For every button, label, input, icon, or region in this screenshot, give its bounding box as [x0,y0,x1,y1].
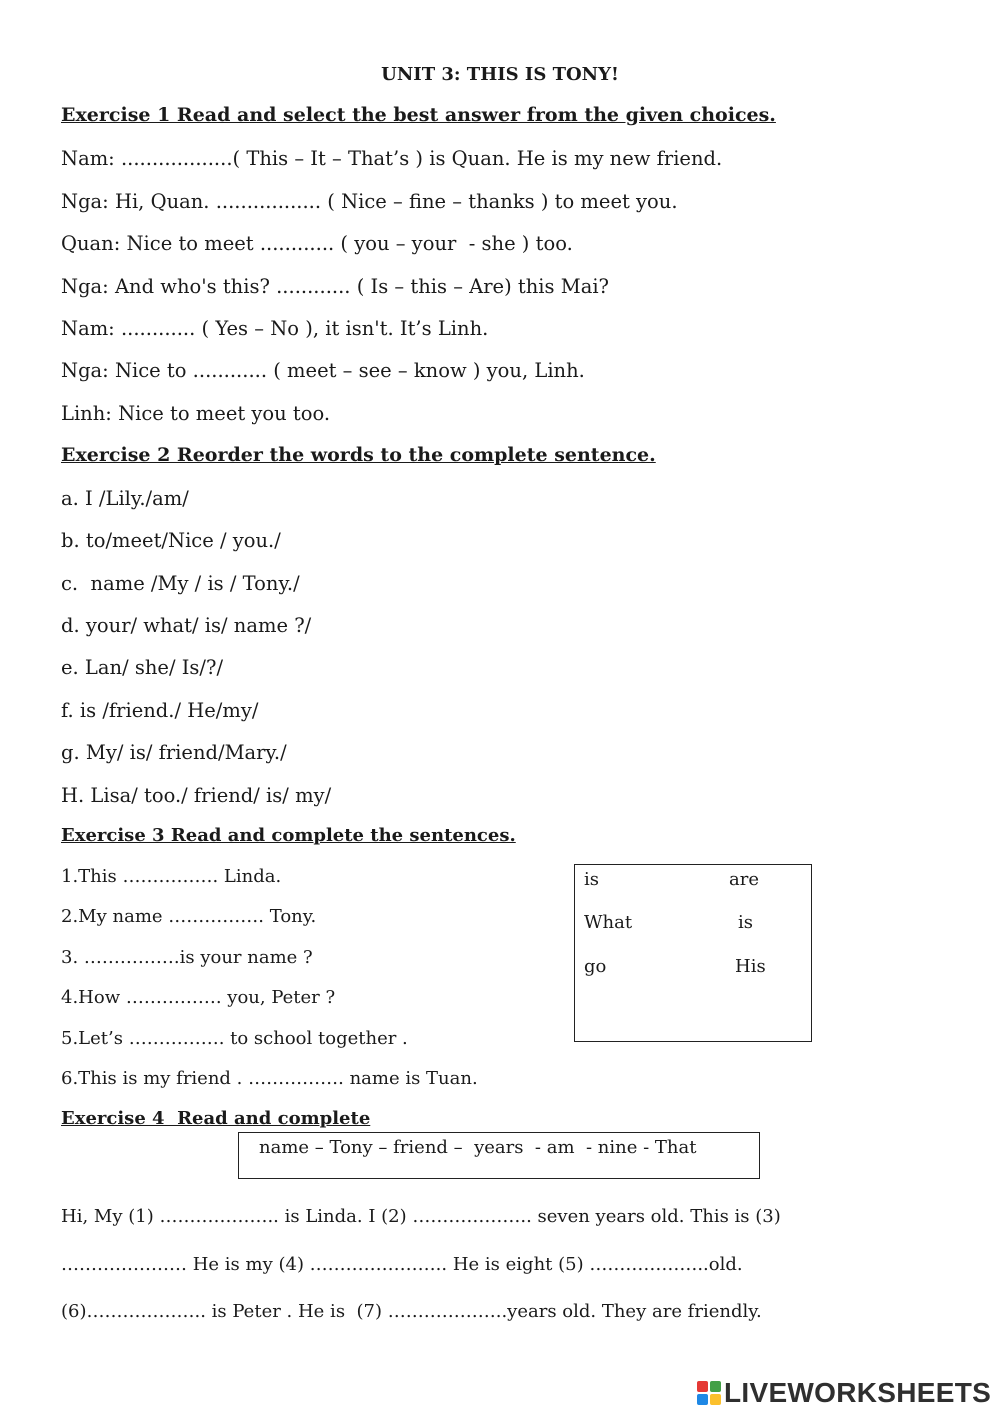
exercise-2-item: g. My/ is/ friend/Mary./ [61,741,287,764]
exercise-4-heading: Exercise 4 Read and complete [61,1108,371,1129]
exercise-4-line: Hi, My (1) ……………….. is Linda. I (2) ……………….. seven years old. This is (3) [61,1206,781,1227]
word-box-word: are [729,869,759,890]
exercise-4-line: ………………… He is my (4) ………………….. He is eight (5) ………………..old. [61,1254,743,1275]
exercise-2-item: c. name /My / is / Tony./ [61,572,300,595]
word-box [574,864,812,1042]
options-box [238,1132,760,1179]
exercise-2-item: H. Lisa/ too./ friend/ is/ my/ [61,784,332,807]
liveworksheets-logo [697,1378,991,1408]
exercise-3-item: 1.This ……………. Linda. [61,866,282,887]
exercise-3-item: 3. …………….is your name ? [61,947,313,968]
exercise-1-line: Quan: Nice to meet ............ ( you – your - she ) too. [61,232,573,255]
logo-square [710,1394,721,1405]
logo-square [697,1381,708,1392]
worksheet-title: UNIT 3: THIS IS TONY! [381,64,619,85]
exercise-2-heading: Exercise 2 Reorder the words to the complete sentence. [61,444,656,466]
exercise-3-item: 6.This is my friend . ……………. name is Tuan. [61,1068,478,1089]
exercise-3-item: 4.How ……………. you, Peter ? [61,987,336,1008]
logo-text: LIVEWORKSHEETS [724,1377,992,1408]
exercise-1-line: Nga: Hi, Quan. ................. ( Nice – fine – thanks ) to meet you. [61,190,678,213]
exercise-2-item: b. to/meet/Nice / you./ [61,529,281,552]
exercise-3-item: 5.Let’s ……………. to school together . [61,1028,408,1049]
word-box-word: What [584,912,633,933]
logo-mark-icon [697,1381,721,1405]
exercise-1-line: Nga: Nice to ............ ( meet – see – know ) you, Linh. [61,359,585,382]
word-box-word: is [738,912,753,933]
exercise-2-item: e. Lan/ she/ Is/?/ [61,656,224,679]
exercise-1-heading: Exercise 1 Read and select the best answer from the given choices. [61,104,776,126]
exercise-2-item: a. I /Lily./am/ [61,487,189,510]
exercise-1-line: Nga: And who's this? ............ ( Is – this – Are) this Mai? [61,275,610,298]
exercise-1-line: Linh: Nice to meet you too. [61,402,331,425]
word-box-word: go [584,956,607,977]
exercise-3-heading: Exercise 3 Read and complete the sentences. [61,825,516,846]
exercise-3-item: 2.My name ……………. Tony. [61,906,317,927]
word-box-word: His [735,956,766,977]
word-box-word: is [584,869,599,890]
options-text: name – Tony – friend – years - am - nine - That [259,1137,697,1158]
logo-square [710,1381,721,1392]
exercise-4-line: (6)……………….. is Peter . He is (7) ………………..years old. They are friendly. [61,1301,762,1322]
exercise-2-item: d. your/ what/ is/ name ?/ [61,614,312,637]
exercise-1-line: Nam: ............ ( Yes – No ), it isn't. It’s Linh. [61,317,489,340]
exercise-1-line: Nam: ..................( This – It – That’s ) is Quan. He is my new friend. [61,147,723,170]
exercise-2-item: f. is /friend./ He/my/ [61,699,259,722]
logo-square [697,1394,708,1405]
